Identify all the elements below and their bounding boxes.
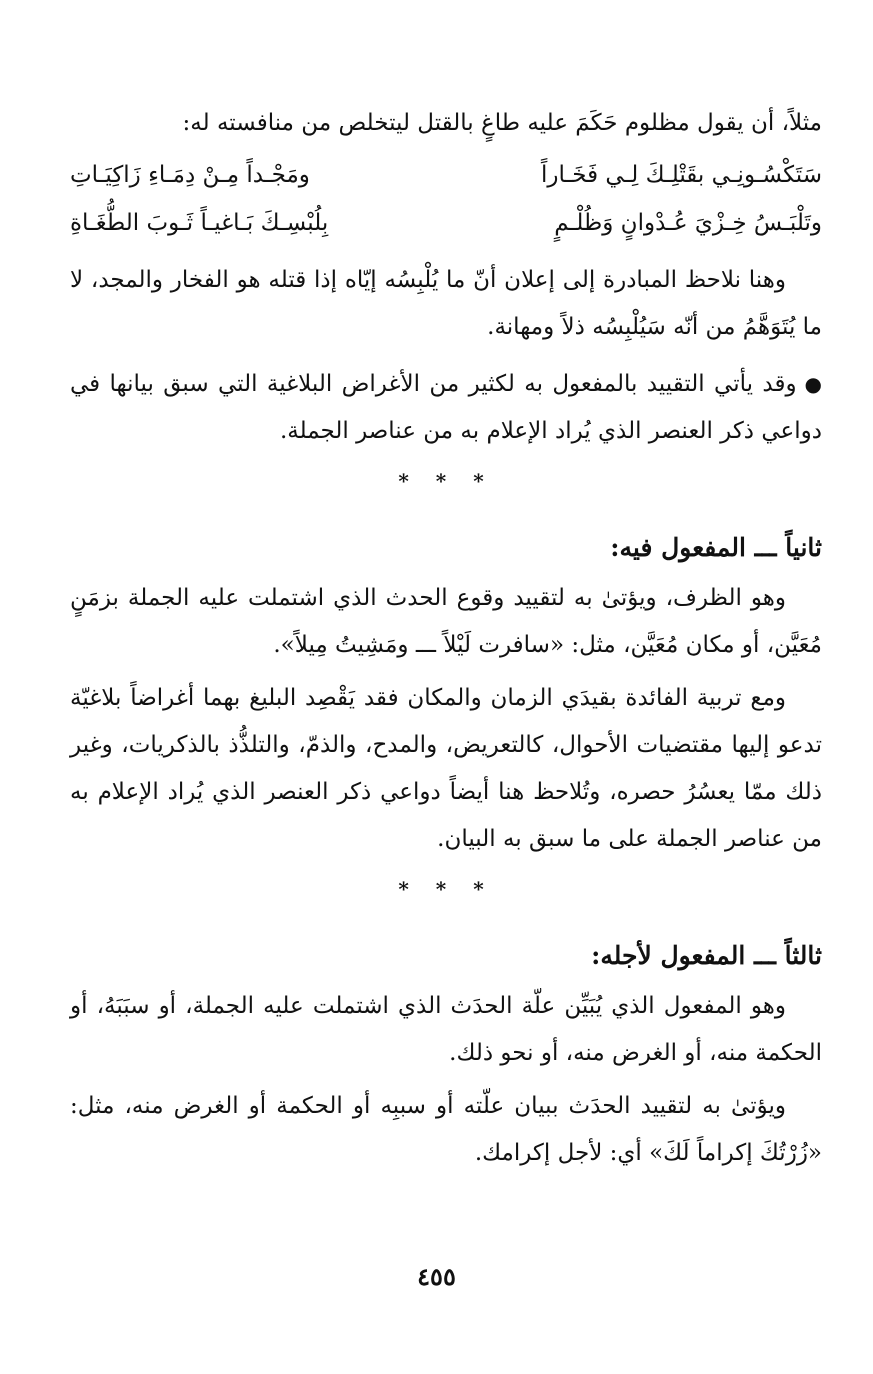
maful-liajlih-paragraph: وهو المفعول الذي يُبَيِّن علّة الحدَث الذي اشتملت عليه الجملة، أو سبَبَهُ، أو الحكمة منه، أو الغرض منه، أو نحو ذلك. <box>70 993 822 1066</box>
book-page <box>70 100 822 1183</box>
observation-paragraph: وهنا نلاحظ المبادرة إلى إعلان أنّ ما يُلْبِسُه إيّاه إذا قتله هو الفخار والمجد، لا ما يُتَوَهَّمُ من أنّه سَيُلْبِسُه ذلاً ومهانة. <box>70 267 822 340</box>
poem <box>70 151 822 247</box>
section-heading-maful-fihi: ثانياً ـــ المفعول فيه: <box>610 533 822 562</box>
maful-fihi-rhetoric-paragraph: ومع تربية الفائدة بقيدَي الزمان والمكان فقد يَقْصِد البليغ بهما أغراضاً بلاغيّة تدعو إليها مقتضيات الأحوال، كالتعريض، والمدح، والذمّ، والتلذُّذ بالذكريات، وغير ذلك ممّا يعسُرُ حصره، وتُلاحظ هنا أيضاً دواعي ذكر العنصر الذي يُراد الإعلام به من عناصر الجملة على ما سبق به البيان. <box>70 685 822 852</box>
maful-liajlih-example-paragraph: ويؤتىٰ به لتقييد الحدَث ببيان علّته أو سببِه أو الحكمة أو الغرض منه، مثل: «زُرْتُكَ إكراماً لَكَ» أي: لأجل إكرامك. <box>70 1093 822 1166</box>
bullet-icon: ● <box>804 372 822 396</box>
verse-first-hemistich: وتَلْبَـسُ خِـزْيَ عُـدْوانٍ وَظُلْـمٍ <box>554 210 822 236</box>
maful-fihi-paragraph: وهو الظرف، ويؤتىٰ به لتقييد وقوع الحدث الذي اشتملت عليه الجملة بزمَنٍ مُعَيَّن، أو مكان مُعَيَّن، مثل: «سافرت لَيْلاً ـــ ومَشِيتُ مِيلاً». <box>70 585 822 658</box>
page-number: ٤٥٥ <box>417 1262 456 1291</box>
section-separator: * * * <box>398 469 494 493</box>
section-separator: * * * <box>398 877 494 901</box>
verse-second-hemistich: بِلُبْسِـكَ بَـاغيـاً ثَـوبَ الطُّغَـاةِ <box>70 210 329 236</box>
verse-second-hemistich: ومَجْـداً مِـنْ دِمَـاءِ زَاكِيَـاتِ <box>70 162 310 188</box>
intro-paragraph: مثلاً، أن يقول مظلوم حَكَمَ عليه طاغٍ بالقتل ليتخلص من منافسته له: <box>182 110 822 136</box>
bullet-text: وقد يأتي التقييد بالمفعول به لكثير من الأغراض البلاغية التي سبق بيانها في دواعي ذكر العنصر الذي يُراد الإعلام به من عناصر الجملة. <box>70 371 822 444</box>
poem-verse <box>70 151 822 199</box>
section-heading-maful-liajlih: ثالثاً ـــ المفعول لأجله: <box>591 941 822 970</box>
verse-first-hemistich: سَتَكْسُـونِـي بقَتْلِـكَ لِـي فَخَـاراً <box>540 162 822 188</box>
bullet-paragraph <box>70 361 822 455</box>
poem-verse <box>70 199 822 247</box>
